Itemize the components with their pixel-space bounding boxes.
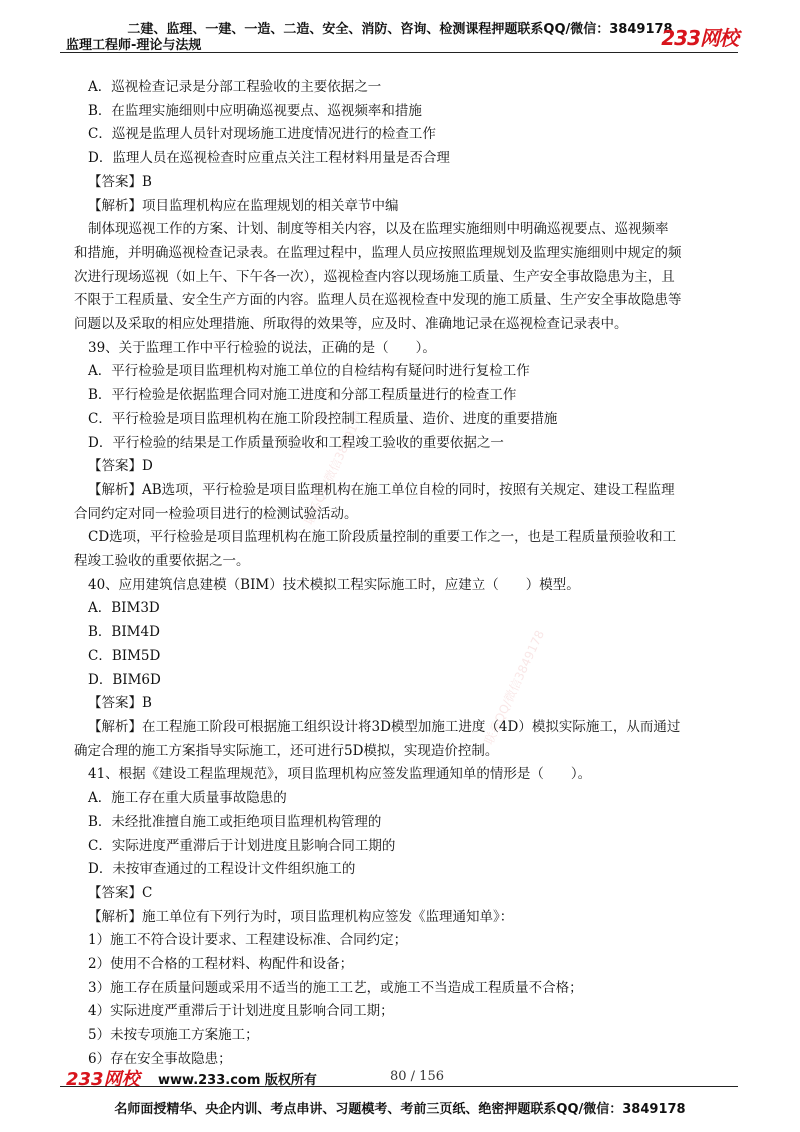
text-line: B．在监理实施细则中应明确巡视要点、巡视频率和措施 xyxy=(88,102,422,119)
text-line: D．未按审查通过的工程设计文件组织施工的 xyxy=(88,861,356,878)
text-line: D．BIM6D xyxy=(88,671,161,688)
footer-bottom-line: 名师面授精华、央企内训、考点串讲、习题模考、考前三页纸、绝密押题联系QQ/微信：3849178 xyxy=(114,1102,686,1117)
header-logo: 233网校 xyxy=(661,26,738,50)
text-line: 和措施，并明确巡视检查记录表。在监理过程中，监理人员应按照监理规划及监理实施细则中规定的频 xyxy=(74,244,682,261)
text-line: 【答案】B xyxy=(88,695,152,712)
text-line: 【解析】项目监理机构应在监理规划的相关章节中编 xyxy=(88,197,399,214)
footer-site: www.233.com 版权所有 xyxy=(158,1073,317,1088)
text-line: 6）存在安全事故隐患； xyxy=(88,1050,232,1067)
text-line: A．巡视检查记录是分部工程验收的主要依据之一 xyxy=(88,79,382,95)
text-line: 【解析】施工单位有下列行为时，项目监理机构应签发《监理通知单》： xyxy=(88,908,514,925)
text-line: 1）施工不符合设计要求、工程建设标准、合同约定； xyxy=(88,932,408,949)
watermark: 联系QQ/微信3849178 xyxy=(481,628,548,747)
text-line: CD选项，平行检验是项目监理机构在施工阶段质量控制的重要工作之一，也是工程质量预验收和工 xyxy=(88,529,677,546)
text-line: C．巡视是监理人员针对现场施工进度情况进行的检查工作 xyxy=(88,126,436,143)
text-line: C．BIM5D xyxy=(88,647,161,664)
text-line: C．平行检验是项目监理机构在施工阶段控制工程质量、造价、进度的重要措施 xyxy=(88,410,558,427)
document-body xyxy=(74,76,740,1072)
header-rule xyxy=(60,52,738,53)
text-line: A．施工存在重大质量事故隐患的 xyxy=(88,790,287,807)
text-line: 确定合理的施工方案指导实际施工，还可进行5D模拟，实现造价控制。 xyxy=(74,742,499,759)
text-line: 3）施工存在质量问题或采用不适当的施工工艺，或施工不当造成工程质量不合格； xyxy=(88,979,583,996)
text-line: A．平行检验是项目监理机构对施工单位的自检结构有疑问时进行复检工作 xyxy=(88,363,530,380)
footer-rule xyxy=(60,1086,738,1087)
text-line: B．BIM4D xyxy=(88,624,160,641)
text-line: 2）使用不合格的工程材料、构配件和设备； xyxy=(88,956,354,973)
page-number: 80 / 156 xyxy=(390,1069,444,1084)
text-line: 程竣工验收的重要依据之一。 xyxy=(74,553,250,570)
text-line: 合同约定对同一检验项目进行的检测试验活动。 xyxy=(74,505,358,522)
text-line: 41、根据《建设工程监理规范》，项目监理机构应签发监理通知单的情形是（ ）。 xyxy=(88,766,592,783)
text-line: B．平行检验是依据监理合同对施工进度和分部工程质量进行的检查工作 xyxy=(88,387,517,404)
text-line: 制体现巡视工作的方案、计划、制度等相关内容，以及在监理实施细则中明确巡视要点、巡视频率 xyxy=(88,221,669,238)
text-line: 39、关于监理工作中平行检验的说法，正确的是（ ）。 xyxy=(88,339,436,356)
watermark: 联系QQ/微信3849178 xyxy=(301,408,368,527)
text-line: 不限于工程质量、安全生产方面的内容。监理人员在巡视检查中发现的施工质量、生产安全事故隐患等 xyxy=(74,292,682,309)
header-subtitle: 监理工程师-理论与法规 xyxy=(66,38,202,53)
text-line: 4）实际进度严重滞后于计划进度且影响合同工期； xyxy=(88,1003,394,1020)
text-line: 【解析】AB选项，平行检验是项目监理机构在施工单位自检的同时，按照有关规定、建设工程监理 xyxy=(88,481,675,498)
text-line: D．平行检验的结果是工作质量预验收和工程竣工验收的重要依据之一 xyxy=(88,434,504,451)
text-line: C．实际进度严重滞后于计划进度且影响合同工期的 xyxy=(88,837,396,854)
text-line: 【答案】D xyxy=(88,458,153,475)
text-line: 【解析】在工程施工阶段可根据施工组织设计将3D模型加施工进度（4D）模拟实际施工，从而通过 xyxy=(88,718,681,735)
text-line: B．未经批准擅自施工或拒绝项目监理机构管理的 xyxy=(88,813,382,830)
text-line: D．监理人员在巡视检查时应重点关注工程材料用量是否合理 xyxy=(88,150,450,167)
header-top-line: 二建、监理、一建、一造、二造、安全、消防、咨询、检测课程押题联系QQ/微信：3849178 xyxy=(127,22,673,37)
text-line: 5）未按专项施工方案施工； xyxy=(88,1027,259,1044)
text-line: 【答案】C xyxy=(88,884,153,901)
text-line: 40、应用建筑信息建模（BIM）技术模拟工程实际施工时，应建立（ ）模型。 xyxy=(88,576,580,593)
footer-logo: 233网校 xyxy=(66,1069,140,1090)
text-line: A．BIM3D xyxy=(88,600,160,617)
text-line: 次进行现场巡视（如上午、下午各一次），巡视检查内容以现场施工质量、生产安全事故隐患为主，且 xyxy=(74,268,675,285)
text-line: 【答案】B xyxy=(88,173,152,190)
text-line: 问题以及采取的相应处理措施、所取得的效果等，应及时、准确地记录在巡视检查记录表中。 xyxy=(74,316,628,333)
